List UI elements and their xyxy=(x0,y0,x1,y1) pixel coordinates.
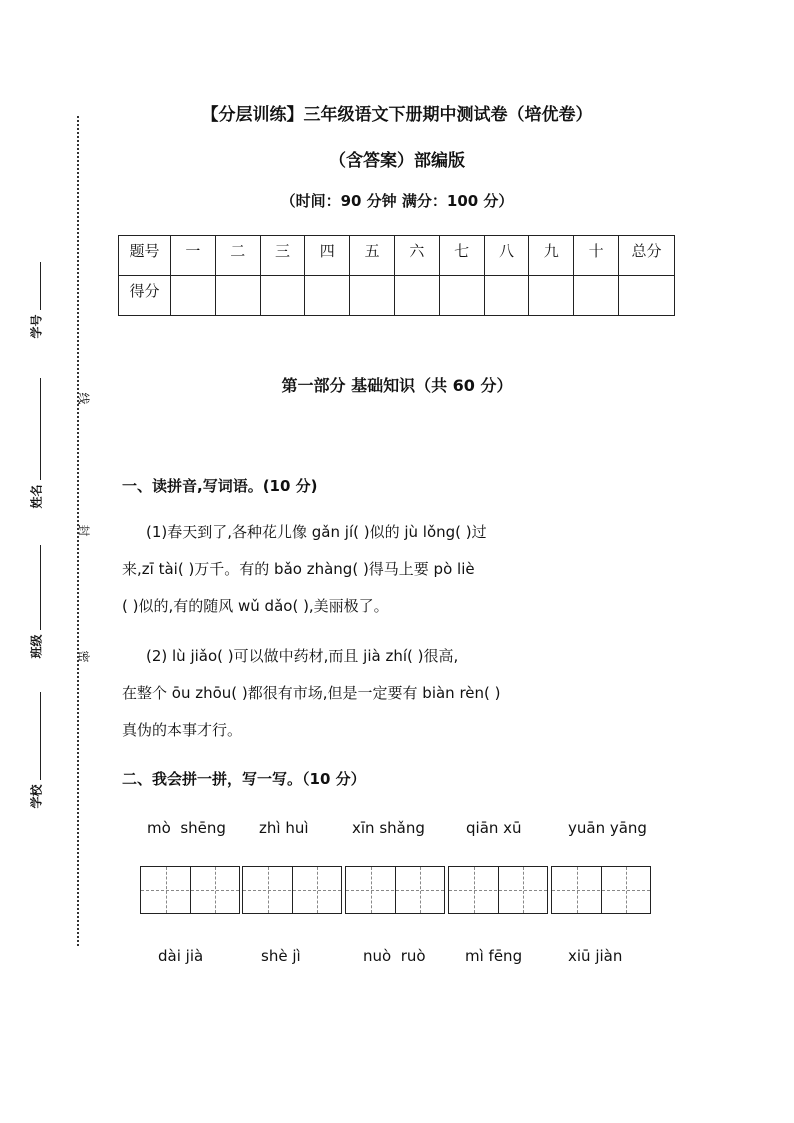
pinyin-word: xiū jiàn xyxy=(568,947,623,965)
pinyin-word: nuò ruò xyxy=(363,947,426,965)
class-line xyxy=(40,545,41,630)
score-cell[interactable] xyxy=(215,276,260,316)
part1-title: 第一部分 基础知识（共 60 分） xyxy=(281,376,513,395)
score-cell[interactable] xyxy=(618,276,674,316)
score-header-cell: 七 xyxy=(439,236,484,276)
binding-char-seal: 封 xyxy=(76,524,91,537)
writing-grid[interactable] xyxy=(345,866,445,914)
score-header-cell: 题号 xyxy=(119,236,171,276)
pinyin-word: shè jì xyxy=(261,947,301,965)
school-line xyxy=(40,692,41,780)
score-header-cell: 一 xyxy=(171,236,216,276)
pinyin-word: xīn shǎng xyxy=(352,819,425,837)
q1-title: 一、读拼音,写词语。(10 分) xyxy=(122,477,318,495)
score-cell[interactable] xyxy=(529,276,574,316)
q1-p1-line2: 来,zī tài( )万千。有的 bǎo zhàng( )得马上要 pò liè xyxy=(122,560,475,578)
score-cell[interactable] xyxy=(439,276,484,316)
q1-passage-2 xyxy=(122,638,692,749)
score-header-cell: 九 xyxy=(529,236,574,276)
pinyin-word: mì fēng xyxy=(465,947,523,965)
exam-title: 【分层训练】三年级语文下册期中测试卷（培优卷） xyxy=(201,105,593,125)
class-label: 班级 xyxy=(29,634,44,659)
q1-p2-line1: (2) lù jiǎo( )可以做中药材,而且 jià zhí( )很高, xyxy=(146,647,459,665)
pinyin-word: zhì huì xyxy=(259,819,309,837)
score-header-cell: 三 xyxy=(260,236,305,276)
score-cell[interactable] xyxy=(350,276,395,316)
score-header-cell: 八 xyxy=(484,236,529,276)
score-header-cell: 六 xyxy=(394,236,439,276)
student-id-line xyxy=(40,262,41,310)
score-cell[interactable] xyxy=(394,276,439,316)
score-table-score-row xyxy=(119,276,675,316)
name-label: 姓名 xyxy=(29,484,44,509)
score-row-label: 得分 xyxy=(119,276,171,316)
score-header-cell: 二 xyxy=(215,236,260,276)
score-cell[interactable] xyxy=(305,276,350,316)
school-label: 学校 xyxy=(29,784,44,809)
q2-title: 二、我会拼一拼，写一写。（10 分） xyxy=(122,770,366,788)
student-id-label: 学号 xyxy=(29,314,44,339)
binding-char-secret: 密 xyxy=(76,650,91,663)
score-header-cell: 十 xyxy=(574,236,619,276)
score-header-cell: 五 xyxy=(350,236,395,276)
q1-p1-line1: (1)春天到了,各种花儿像 gǎn jí( )似的 jù lǒng( )过 xyxy=(146,523,487,541)
exam-subtitle: （含答案）部编版 xyxy=(329,151,465,171)
exam-time-info: （时间：90 分钟 满分：100 分） xyxy=(280,192,514,210)
q1-p2-line2: 在整个 ōu zhōu( )都很有市场,但是一定要有 biàn rèn( ) xyxy=(122,684,501,702)
score-cell[interactable] xyxy=(484,276,529,316)
pinyin-word: dài jià xyxy=(158,947,204,965)
q1-p2-line3: 真伪的本事才行。 xyxy=(122,721,243,739)
score-cell[interactable] xyxy=(171,276,216,316)
q1-passage-1 xyxy=(122,514,692,625)
pinyin-word: yuān yāng xyxy=(568,819,647,837)
writing-grid[interactable] xyxy=(448,866,548,914)
writing-grid[interactable] xyxy=(140,866,240,914)
pinyin-word: qiān xū xyxy=(466,819,522,837)
score-table-header-row xyxy=(119,236,675,276)
pinyin-word: mò shēng xyxy=(147,819,226,837)
score-table xyxy=(118,235,675,316)
score-cell[interactable] xyxy=(574,276,619,316)
score-header-cell: 四 xyxy=(305,236,350,276)
score-cell[interactable] xyxy=(260,276,305,316)
writing-grid[interactable] xyxy=(242,866,342,914)
score-header-cell: 总分 xyxy=(618,236,674,276)
writing-grid[interactable] xyxy=(551,866,651,914)
binding-char-line: 线 xyxy=(76,392,91,405)
q1-p1-line3: ( )似的,有的随风 wǔ dǎo( ),美丽极了。 xyxy=(122,597,389,615)
